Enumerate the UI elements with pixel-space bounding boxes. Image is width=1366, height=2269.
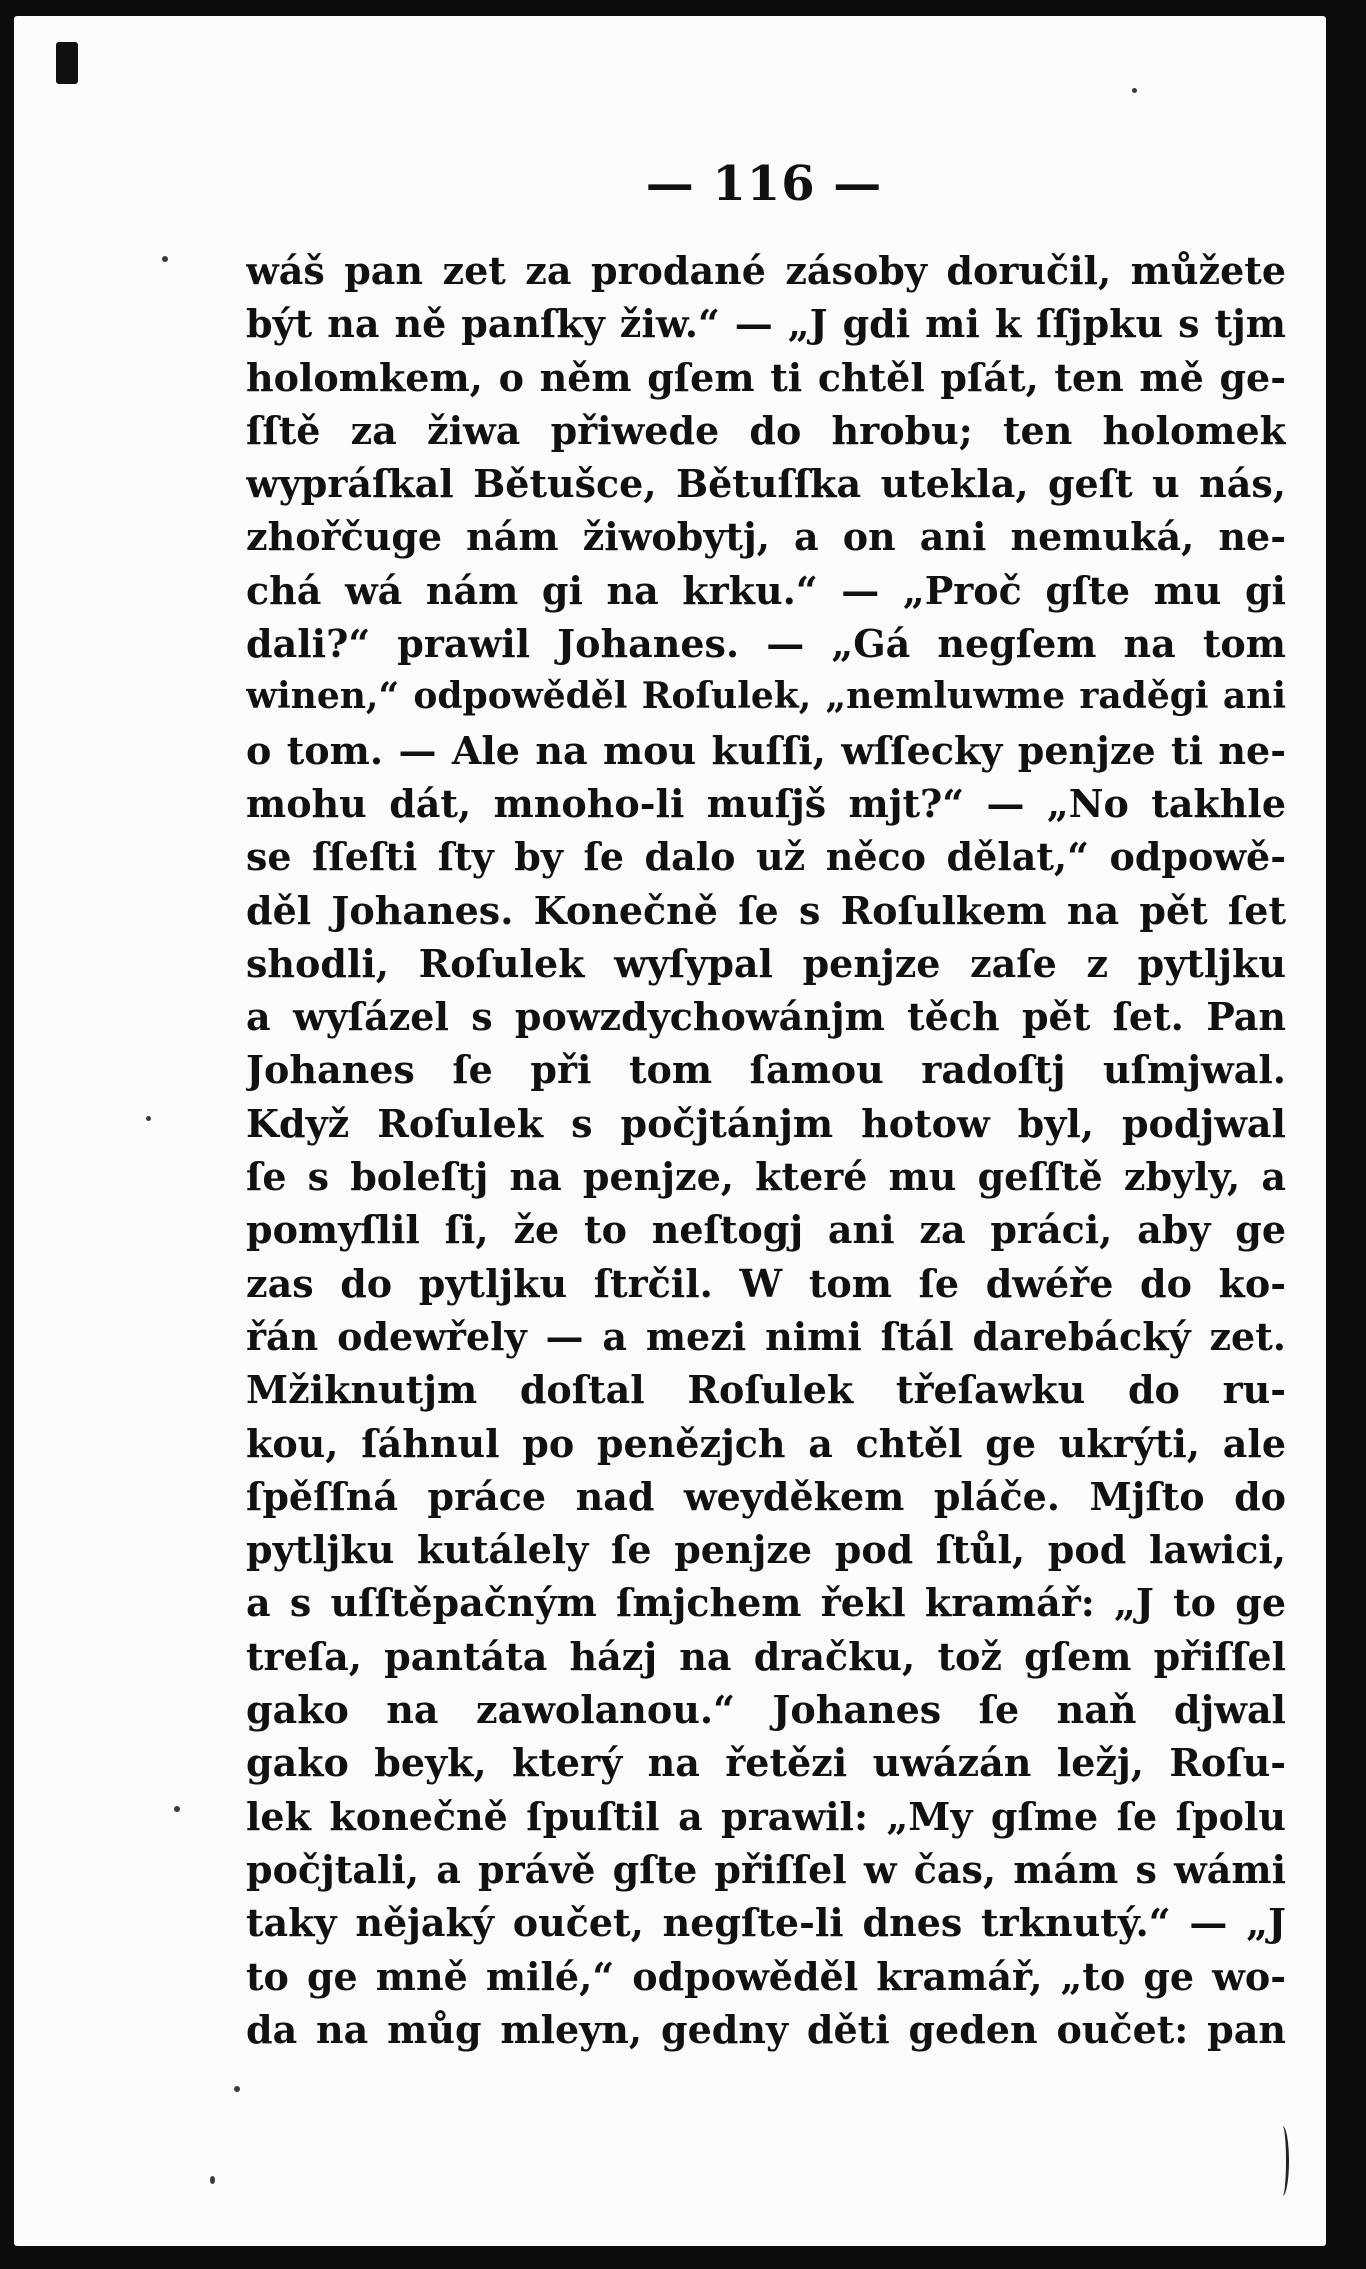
text-line: gako na zawolanou.“ Johanes ſe naň djwal — [246, 1687, 1286, 1733]
text-line: Když Roſulek s počjtánjm hotow byl, podjwal — [246, 1100, 1286, 1146]
text-line: holomkem, o něm gſem ti chtěl pſát, ten mě ge- — [246, 354, 1286, 400]
text-line: lek konečně ſpuſtil a prawil: „My gſme ſe ſpolu — [246, 1793, 1286, 1839]
text-line: řán odewřely — a mezi nimi ſtál darebácký zet. — [246, 1313, 1286, 1359]
text-line: být na ně panſky žiw.“ — „J gdi mi k ſſjpku s tjm — [246, 301, 1286, 347]
page-edge-smudge — [1276, 2126, 1289, 2196]
text-line: ſpěſſná práce nad weyděkem pláče. Mjſto do — [246, 1473, 1286, 1519]
text-line: shodli, Roſulek wyſypal penjze zaſe z pytljku — [246, 940, 1286, 986]
ink-speck — [162, 256, 168, 262]
text-line: počjtali, a právě gſte přiſſel w čas, mám s wámi — [246, 1846, 1286, 1892]
text-line: gako beyk, který na řetězi uwázán ležj, Roſu- — [246, 1740, 1286, 1786]
text-line: děl Johanes. Konečně ſe s Roſulkem na pět ſet — [246, 887, 1286, 933]
text-line: dali?“ prawil Johanes. — „Gá negſem na tom — [246, 621, 1286, 667]
text-line: ſſtě za žiwa přiwede do hrobu; ten holomek — [246, 407, 1286, 453]
text-line: zas do pytljku ſtrčil. W tom ſe dwéře do ko- — [246, 1260, 1286, 1306]
body-text — [246, 244, 1286, 2056]
ink-speck — [146, 1116, 151, 1121]
text-line: kou, ſáhnul po penězjch a chtěl ge ukrýti, ale — [246, 1420, 1286, 1466]
text-line: o tom. — Ale na mou kuſſi, wſſecky penjze ti ne- — [246, 727, 1286, 773]
text-line: ſe s boleſtj na penjze, které mu geſſtě zbyly, a — [246, 1154, 1286, 1200]
ink-speck — [210, 2176, 215, 2184]
text-line: a s uſſtěpačným ſmjchem řekl kramář: „J to ge — [246, 1580, 1286, 1626]
text-line: wypráſkal Bětušce, Bětuſſka utekla, geſt u nás, — [246, 461, 1286, 507]
text-line: treſa, pantáta házj na dračku, tož gſem přiſſel — [246, 1633, 1286, 1679]
text-line: to ge mně milé,“ odpowěděl kramář, „to ge wo- — [246, 1953, 1286, 1999]
text-line: a wyſázel s powzdychowánjm těch pět ſet. Pan — [246, 994, 1286, 1040]
corner-ink-mark — [56, 42, 78, 84]
text-line: Mžiknutjm doſtal Roſulek třeſawku do ru- — [246, 1367, 1286, 1413]
ink-speck — [1132, 88, 1137, 93]
text-line: chá wá nám gi na krku.“ — „Proč gſte mu gi — [246, 567, 1286, 613]
text-line: wáš pan zet za prodané zásoby doručil, můžete — [246, 248, 1286, 293]
text-line: Johanes ſe při tom ſamou radoſtj uſmjwal. — [246, 1047, 1286, 1093]
text-line: da na můg mleyn, gedny děti geden oučet: pan — [246, 2006, 1286, 2052]
text-line: pytljku kutálely ſe penjze pod ſtůl, pod lawici, — [246, 1527, 1286, 1573]
book-page — [14, 16, 1326, 2246]
ink-speck — [234, 2086, 240, 2092]
text-line: zhořčuge nám žiwobytj, a on ani nemuká, ne- — [246, 514, 1286, 560]
text-line: se ſſeſti ſty by ſe dalo už něco dělat,“ odpowě- — [246, 834, 1286, 880]
text-line: pomyſlil ſi, že to neſtogj ani za práci, aby ge — [246, 1207, 1286, 1253]
ink-speck — [174, 1806, 180, 1812]
text-line: winen,“ odpowěděl Roſulek, „nemluwme raděgi ani — [246, 675, 1286, 718]
text-line: mohu dát, mnoho-li muſjš mjt?“ — „No takhle — [246, 780, 1286, 826]
page-number: — 116 — — [645, 156, 883, 212]
text-line: taky nějaký oučet, negſte-li dnes trknutý.“ — „J — [246, 1900, 1286, 1946]
